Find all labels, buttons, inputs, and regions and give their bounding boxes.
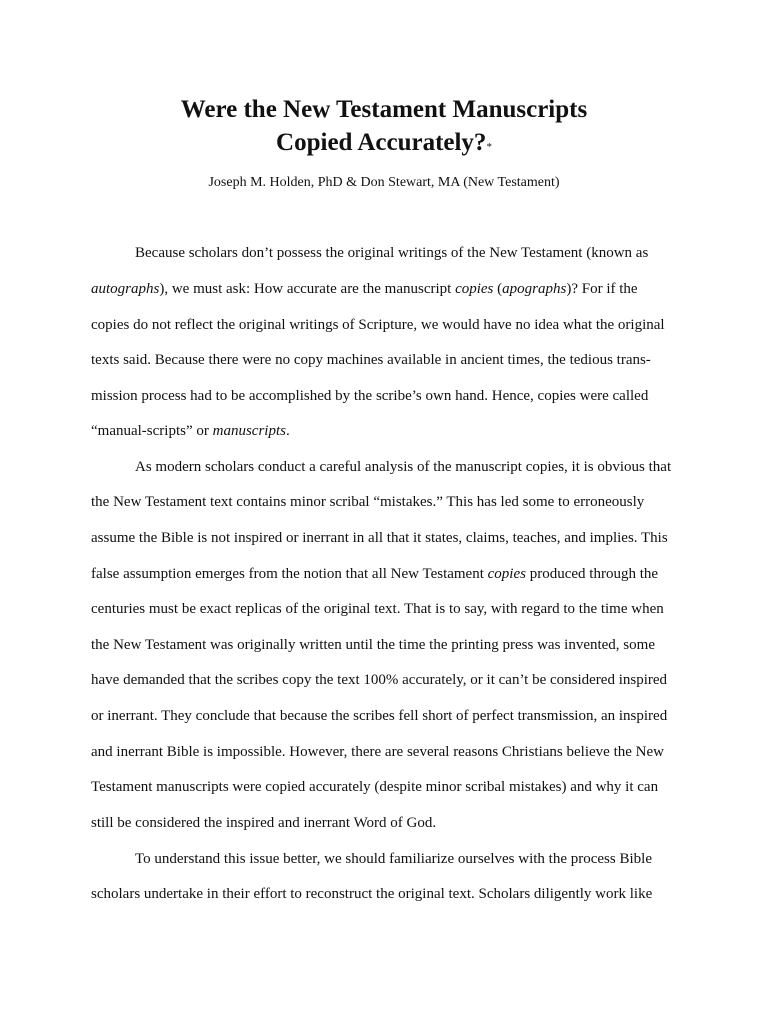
body-line: still be considered the inspired and inerrant Word of God.	[91, 815, 437, 831]
body-line: copies do not reflect the original writings of Scripture, we would have no idea what the original	[91, 317, 665, 333]
body-line: Because scholars don’t possess the original writings of the New Testament (known as	[135, 245, 649, 261]
body-line: centuries must be exact replicas of the original text. That is to say, with regard to the time when	[91, 601, 664, 617]
body-line: and inerrant Bible is impossible. However, there are several reasons Christians believe the New	[91, 744, 664, 760]
body-line: the New Testament was originally written until the time the printing press was invented, some	[91, 637, 655, 653]
body-line: assume the Bible is not inspired or inerrant in all that it states, claims, teaches, and implies. This	[91, 530, 668, 546]
author-byline: Joseph M. Holden, PhD & Don Stewart, MA (New Testament)	[208, 175, 560, 190]
body-line: or inerrant. They conclude that because the scribes fell short of perfect transmission, an inspired	[91, 708, 668, 724]
body-line: scholars undertake in their effort to reconstruct the original text. Scholars diligently work like	[91, 886, 653, 902]
body-line: As modern scholars conduct a careful analysis of the manuscript copies, it is obvious that	[135, 459, 672, 475]
footnote-marker: *	[486, 141, 492, 153]
document-title-line-1	[0, 94, 768, 126]
body-line: have demanded that the scribes copy the text 100% accurately, or it can’t be considered inspired	[91, 672, 668, 688]
document-title-line-2	[0, 127, 768, 159]
body-line: autographs), we must ask: How accurate are the manuscript copies (apographs)? For if the	[91, 281, 638, 297]
title-text-2: Copied Accurately?	[276, 129, 487, 156]
body-line: texts said. Because there were no copy machines available in ancient times, the tedious trans-	[91, 352, 651, 368]
body-line: To understand this issue better, we should familiarize ourselves with the process Bible	[135, 851, 652, 867]
body-line: mission process had to be accomplished by the scribe’s own hand. Hence, copies were called	[91, 388, 649, 404]
body-line: false assumption emerges from the notion that all New Testament copies produced through the	[91, 566, 659, 582]
body-line: “manual-scripts” or manuscripts.	[91, 423, 290, 439]
body-line: Testament manuscripts were copied accurately (despite minor scribal mistakes) and why it can	[91, 779, 659, 795]
body-line: the New Testament text contains minor scribal “mistakes.” This has led some to erroneously	[91, 494, 645, 510]
title-text-1: Were the New Testament Manuscripts	[180, 96, 588, 123]
